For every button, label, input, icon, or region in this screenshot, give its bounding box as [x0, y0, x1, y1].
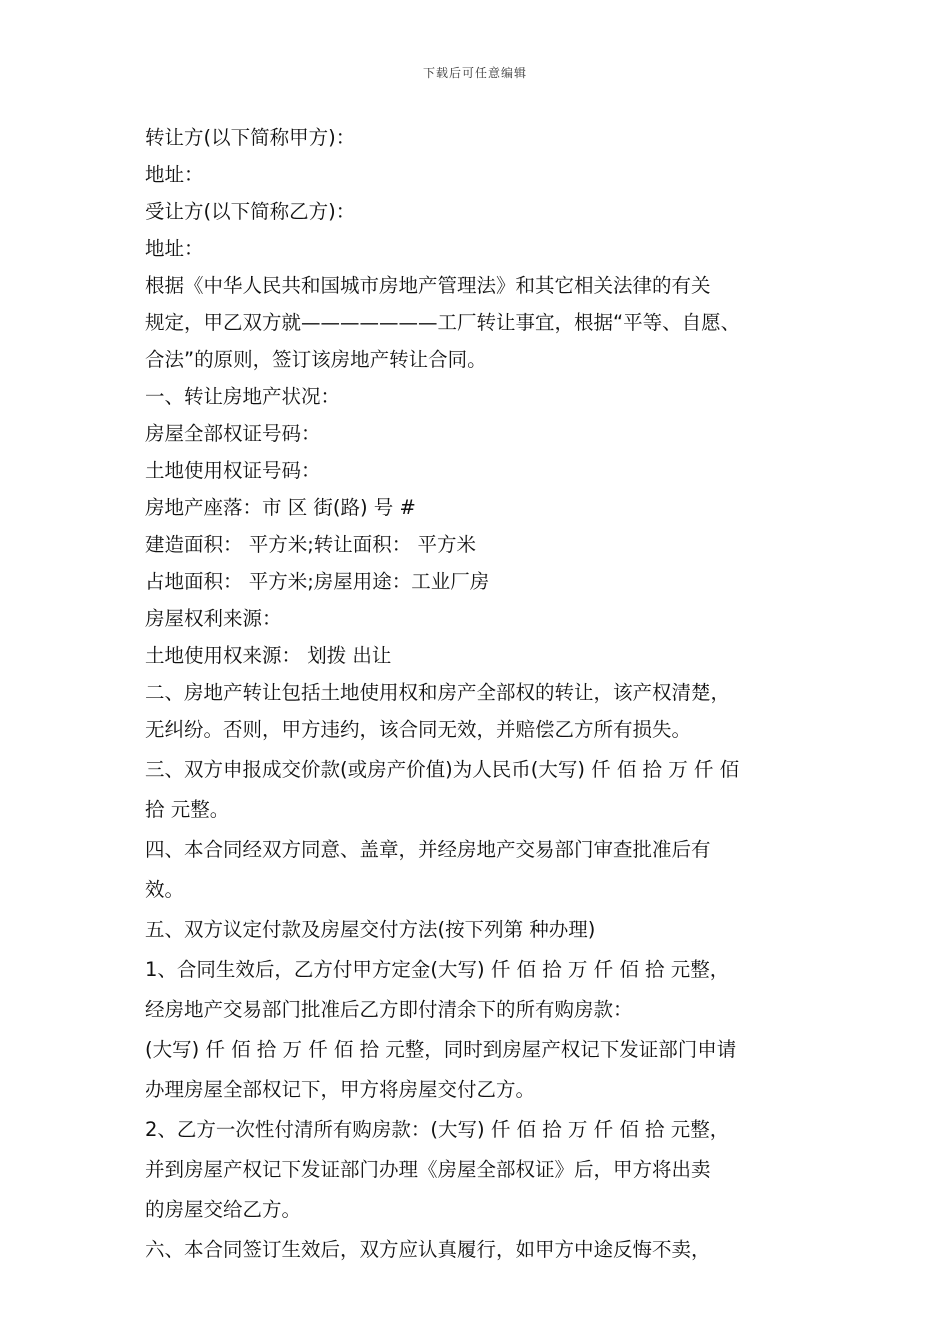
- section-2-line-1: 二、房地产转让包括土地使用权和房产全部权的转让，该产权清楚，: [145, 681, 731, 704]
- option-1-line-4: 办理房屋全部权记下，甲方将房屋交付乙方。: [145, 1078, 536, 1101]
- option-2-line-1: 2、乙方一次性付清所有购房款：(大写) 仟 佰 拾 万 仟 佰 拾 元整，: [145, 1118, 730, 1141]
- page-header: 下载后可任意编辑: [422, 66, 527, 80]
- house-rights-source-line: 房屋权利来源：: [145, 607, 282, 630]
- section-1-heading: 一、转让房地产状况：: [145, 385, 341, 408]
- preamble-line-3: 合法”的原则，签订该房地产转让合同。: [145, 348, 487, 371]
- land-area-line: 占地面积： 平方米;房屋用途：工业厂房: [145, 570, 490, 593]
- section-4-line-2: 效。: [145, 878, 185, 901]
- option-2-line-3: 的房屋交给乙方。: [145, 1198, 302, 1221]
- document-body: [145, 119, 835, 1271]
- section-6-line-1: 六、本合同签订生效后，双方应认真履行，如甲方中途反悔不卖，: [145, 1238, 711, 1261]
- transferor-address-line: 地址：: [145, 163, 204, 186]
- option-1-line-2: 经房地产交易部门批准后乙方即付清余下的所有购房款：: [145, 998, 633, 1021]
- house-certificate-line: 房屋全部权证号码：: [145, 422, 321, 445]
- location-line: 房地产座落：市 区 街(路) 号 #: [145, 496, 416, 519]
- option-2-line-2: 并到房屋产权记下发证部门办理《房屋全部权证》后，甲方将出卖: [145, 1158, 711, 1181]
- transferor-line: 转让方(以下简称甲方)：: [145, 126, 356, 149]
- transferee-address-line: 地址：: [145, 237, 204, 260]
- transferee-line: 受让方(以下简称乙方)：: [145, 200, 356, 223]
- section-4-line-1: 四、本合同经双方同意、盖章，并经房地产交易部门审查批准后有: [145, 838, 711, 861]
- area-line: 建造面积： 平方米;转让面积： 平方米: [145, 533, 476, 556]
- option-1-line-3: (大写) 仟 佰 拾 万 仟 佰 拾 元整，同时到房屋产权记下发证部门申请: [145, 1038, 737, 1061]
- option-1-line-1: 1、合同生效后，乙方付甲方定金(大写) 仟 佰 拾 万 仟 佰 拾 元整，: [145, 958, 730, 981]
- land-certificate-line: 土地使用权证号码：: [145, 459, 321, 482]
- section-3-line-1: 三、双方申报成交价款(或房产价值)为人民币(大写) 仟 佰 拾 万 仟 佰: [145, 758, 740, 781]
- preamble-line-1: 根据《中华人民共和国城市房地产管理法》和其它相关法律的有关: [145, 274, 711, 297]
- section-3-line-2: 拾 元整。: [145, 798, 230, 821]
- section-2-line-2: 无纠纷。否则，甲方违约，该合同无效，并赔偿乙方所有损失。: [145, 718, 692, 741]
- section-5-heading: 五、双方议定付款及房屋交付方法(按下列第 种办理): [145, 918, 596, 941]
- preamble-line-2: 规定，甲乙双方就———————工厂转让事宜，根据“平等、自愿、: [145, 311, 741, 334]
- land-rights-source-line: 土地使用权来源： 划拨 出让: [145, 644, 392, 667]
